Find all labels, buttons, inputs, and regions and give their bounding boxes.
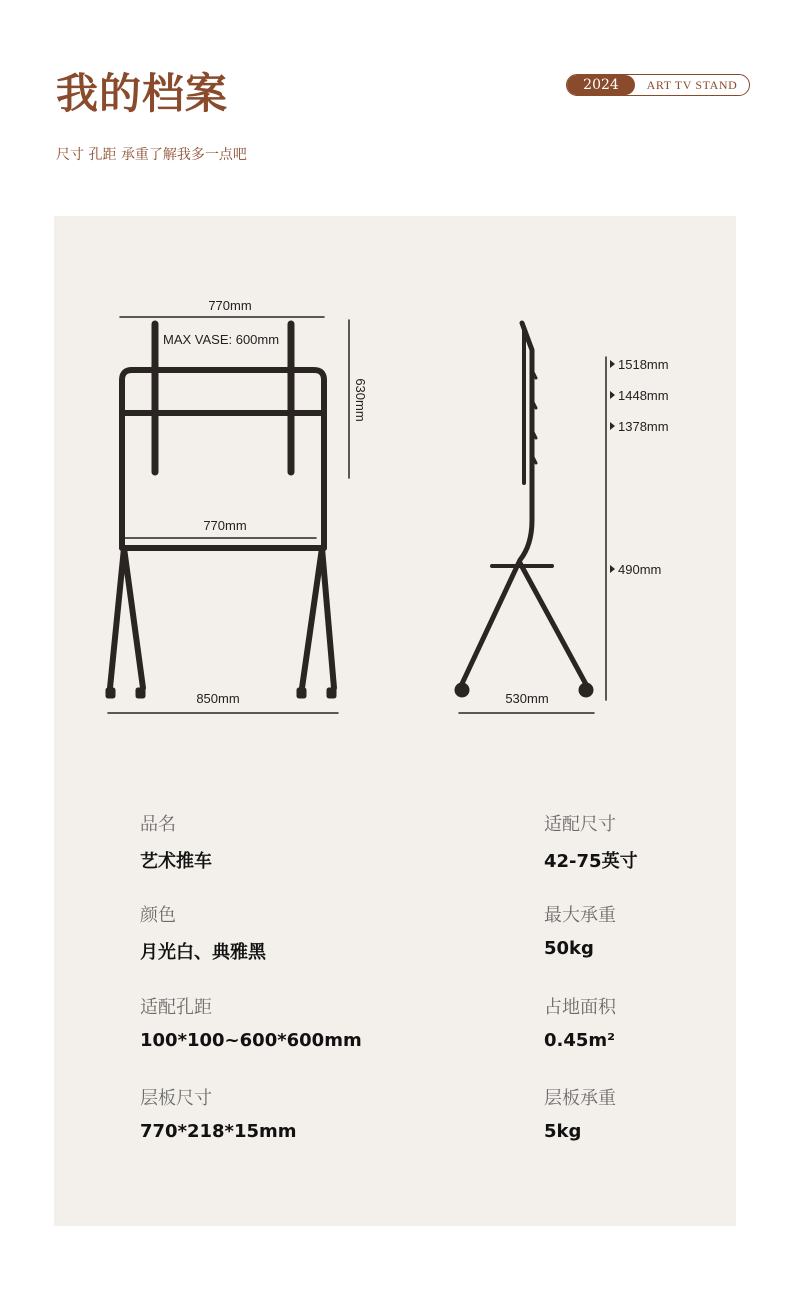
spec-label-name: 品名	[140, 814, 176, 835]
spec-label-color: 颜色	[140, 905, 176, 926]
spec-label-size: 适配尺寸	[544, 814, 616, 835]
spec-value-footprint: 0.45m²	[544, 1030, 616, 1051]
spec-value-size: 42-75英寸	[544, 851, 638, 872]
spec-label-max-load: 最大承重	[544, 905, 616, 926]
spec-label-vesa: 适配孔距	[140, 997, 212, 1018]
max-vase-label: MAX VASE: 600mm	[163, 332, 280, 347]
front-height-label: 630mm	[353, 378, 368, 422]
spec-value-color: 月光白、典雅黑	[140, 942, 266, 963]
side-view-drawing	[455, 323, 606, 713]
side-height-3-label: 1378mm	[618, 419, 669, 434]
spec-label-shelf-size: 层板尺寸	[140, 1088, 212, 1109]
spec-value-shelf-load: 5kg	[544, 1121, 582, 1142]
side-base-depth-label: 530mm	[505, 691, 549, 706]
badge-text: ART TV STAND	[646, 77, 738, 92]
page-title: 我的档案	[56, 69, 229, 118]
front-view-drawing	[106, 317, 349, 713]
spec-value-shelf-size: 770*218*15mm	[140, 1121, 297, 1142]
spec-value-name: 艺术推车	[140, 851, 212, 872]
side-height-1-label: 1518mm	[618, 357, 669, 372]
side-height-2-label: 1448mm	[618, 388, 669, 403]
front-base-width-label: 850mm	[196, 691, 240, 706]
spec-value-max-load: 50kg	[544, 938, 594, 959]
badge-year: 2024	[567, 75, 635, 95]
page-subtitle: 尺寸 孔距 承重了解我多一点吧	[56, 147, 247, 163]
spec-value-vesa: 100*100~600*600mm	[140, 1030, 362, 1051]
front-top-width-label: 770mm	[208, 298, 252, 313]
spec-label-shelf-load: 层板承重	[544, 1088, 616, 1109]
front-shelf-width-label: 770mm	[203, 518, 247, 533]
side-shelf-height-label: 490mm	[618, 562, 662, 577]
spec-label-footprint: 占地面积	[544, 997, 616, 1018]
